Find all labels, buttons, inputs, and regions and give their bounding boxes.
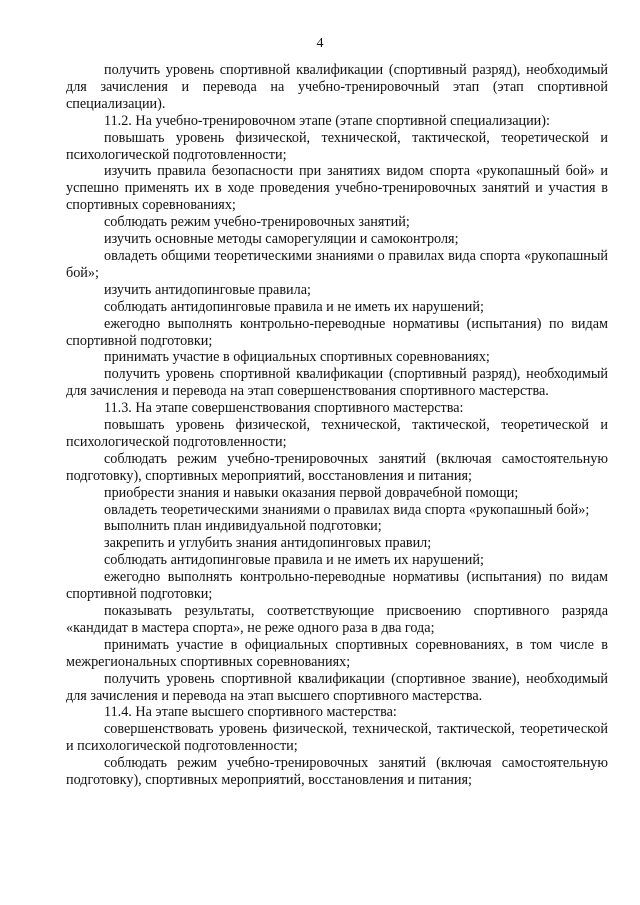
paragraph: овладеть общими теоретическими знаниями о правилах вида спорта «рукопашный бой»; bbox=[66, 247, 608, 281]
paragraph: приобрести знания и навыки оказания первой доврачебной помощи; bbox=[104, 484, 519, 501]
paragraph: совершенствовать уровень физической, технической, тактической, теоретической и психологической подготовленности; bbox=[66, 721, 608, 755]
paragraph: овладеть теоретическими знаниями о правилах вида спорта «рукопашный бой»; bbox=[104, 501, 590, 518]
paragraph: соблюдать антидопинговые правила и не иметь их нарушений; bbox=[104, 298, 484, 315]
paragraph: изучить правила безопасности при занятиях видом спорта «рукопашный бой» и успешно применять их в ходе проведения учебно-тренировочных занятий и участия в спортивных соревнованиях; bbox=[66, 163, 608, 214]
paragraph: выполнить план индивидуальной подготовки; bbox=[104, 518, 382, 535]
document-body bbox=[66, 62, 608, 789]
paragraph: закрепить и углубить знания антидопинговых правил; bbox=[104, 535, 432, 552]
paragraph: получить уровень спортивной квалификации (спортивный разряд), необходимый для зачисления и перевода на учебно-тренировочный этап (этап спортивной специализации). bbox=[66, 62, 608, 112]
paragraph: получить уровень спортивной квалификации (спортивный разряд), необходимый для зачисления и перевода на этап совершенствования спортивного мастерства. bbox=[66, 366, 608, 400]
paragraph: соблюдать режим учебно-тренировочных занятий (включая самостоятельную подготовку), спортивных мероприятий, восстановления и питания; bbox=[66, 450, 608, 484]
section-heading-11-2: 11.2. На учебно-тренировочном этапе (этапе спортивной специализации): bbox=[104, 112, 550, 129]
paragraph: соблюдать режим учебно-тренировочных занятий; bbox=[104, 214, 410, 231]
paragraph: получить уровень спортивной квалификации (спортивное звание), необходимый для зачисления и перевода на этап высшего спортивного мастерства. bbox=[66, 670, 608, 704]
paragraph: соблюдать антидопинговые правила и не иметь их нарушений; bbox=[104, 552, 484, 569]
paragraph: ежегодно выполнять контрольно-переводные нормативы (испытания) по видам спортивной подготовки; bbox=[66, 569, 608, 603]
paragraph: показывать результаты, соответствующие присвоению спортивного разряда «кандидат в мастера спорта», не реже одного раза в два года; bbox=[66, 603, 608, 636]
paragraph: повышать уровень физической, технической, тактической, теоретической и психологической подготовленности; bbox=[66, 129, 608, 163]
section-heading-11-3: 11.3. На этапе совершенствования спортивного мастерства: bbox=[104, 400, 464, 417]
paragraph: принимать участие в официальных спортивных соревнованиях, в том числе в межрегиональных спортивных соревнованиях; bbox=[66, 636, 608, 670]
paragraph: изучить антидопинговые правила; bbox=[104, 281, 311, 298]
paragraph: изучить основные методы саморегуляции и самоконтроля; bbox=[104, 231, 459, 248]
section-heading-11-4: 11.4. На этапе высшего спортивного мастерства: bbox=[104, 704, 397, 721]
paragraph: соблюдать режим учебно-тренировочных занятий (включая самостоятельную подготовку), спортивных мероприятий, восстановления и питания; bbox=[66, 755, 608, 789]
paragraph: принимать участие в официальных спортивных соревнованиях; bbox=[104, 349, 490, 366]
page-number: 4 bbox=[316, 36, 324, 51]
paragraph: повышать уровень физической, технической, тактической, теоретической и психологической подготовленности; bbox=[66, 417, 608, 450]
paragraph: ежегодно выполнять контрольно-переводные нормативы (испытания) по видам спортивной подготовки; bbox=[66, 315, 608, 349]
